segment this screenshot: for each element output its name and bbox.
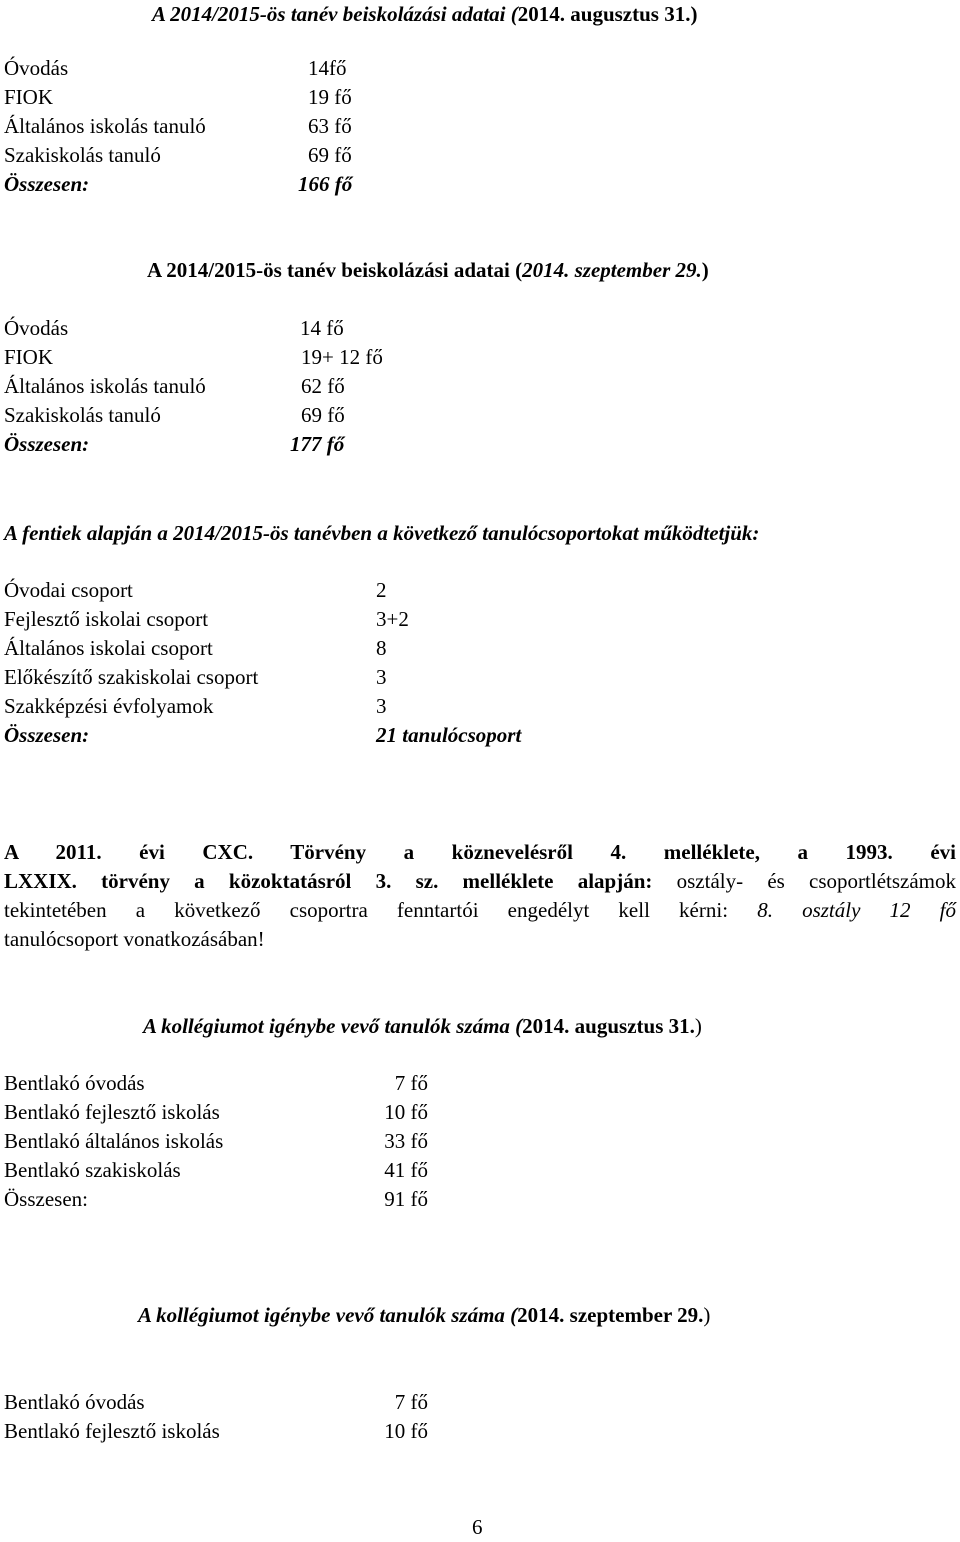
dorm1-label-2: Bentlakó általános iskolás bbox=[4, 1129, 224, 1153]
law-line-4: tanulócsoport vonatkozásában! bbox=[4, 927, 265, 951]
dorm1-label-0: Bentlakó óvodás bbox=[4, 1071, 145, 1095]
section2-value-3: 69 fő bbox=[301, 403, 345, 427]
section2-value-2: 62 fő bbox=[301, 374, 345, 398]
groups-label-2: Általános iskolai csoport bbox=[4, 636, 213, 660]
dorm2-label-0: Bentlakó óvodás bbox=[4, 1390, 145, 1414]
dorm2-label-1: Bentlakó fejlesztő iskolás bbox=[4, 1419, 220, 1443]
dorm1-value-1: 10 fő bbox=[384, 1100, 428, 1124]
dorm1-value-2: 33 fő bbox=[384, 1129, 428, 1153]
section1-value-1: 19 fő bbox=[308, 85, 352, 109]
groups-value-4: 3 bbox=[376, 694, 387, 718]
groups-label-0: Óvodai csoport bbox=[4, 578, 133, 602]
section2-title: A 2014/2015-ös tanév beiskolázási adatai (2014. szeptember 29.) bbox=[147, 258, 709, 282]
section1-total-label: Összesen: bbox=[4, 172, 90, 196]
groups-label-4: Szakképzési évfolyamok bbox=[4, 694, 214, 718]
groups-total-label: Összesen: bbox=[4, 723, 90, 747]
law-line-1: A 2011. évi CXC. Törvény a köznevelésről 4. melléklete, a 1993. évi bbox=[4, 840, 956, 864]
groups-value-2: 8 bbox=[376, 636, 387, 660]
dorm1-title: A kollégiumot igénybe vevő tanulók száma (2014. augusztus 31.) bbox=[143, 1014, 702, 1038]
page-number: 6 bbox=[472, 1515, 483, 1539]
section2-value-1: 19+ 12 fő bbox=[301, 345, 383, 369]
section2-label-3: Szakiskolás tanuló bbox=[4, 403, 161, 427]
groups-heading: A fentiek alapján a 2014/2015-ös tanévben a következő tanulócsoportokat működtetjük: bbox=[4, 521, 760, 545]
groups-value-0: 2 bbox=[376, 578, 387, 602]
dorm1-label-3: Bentlakó szakiskolás bbox=[4, 1158, 181, 1182]
dorm1-value-3: 41 fő bbox=[384, 1158, 428, 1182]
section1-label-2: Általános iskolás tanuló bbox=[4, 114, 206, 138]
dorm1-total-value: 91 fő bbox=[384, 1187, 428, 1211]
dorm2-title: A kollégiumot igénybe vevő tanulók száma (2014. szeptember 29.) bbox=[138, 1303, 711, 1327]
section2-label-1: FIOK bbox=[4, 345, 54, 369]
groups-value-1: 3+2 bbox=[376, 607, 409, 631]
dorm1-total-label: Összesen: bbox=[4, 1187, 88, 1211]
section1-title: A 2014/2015-ös tanév beiskolázási adatai (2014. augusztus 31.) bbox=[152, 2, 698, 26]
section1-label-1: FIOK bbox=[4, 85, 54, 109]
groups-label-1: Fejlesztő iskolai csoport bbox=[4, 607, 209, 631]
section1-label-0: Óvodás bbox=[4, 56, 69, 80]
law-line-3: tekintetében a következő csoportra fenntartói engedélyt kell kérni: 8. osztály 12 fő bbox=[4, 898, 957, 922]
section2-label-2: Általános iskolás tanuló bbox=[4, 374, 206, 398]
groups-value-3: 3 bbox=[376, 665, 387, 689]
groups-label-3: Előkészítő szakiskolai csoport bbox=[4, 665, 259, 689]
section1-value-0: 14fő bbox=[308, 56, 347, 80]
section2-label-0: Óvodás bbox=[4, 316, 69, 340]
dorm2-value-0: 7 fő bbox=[394, 1390, 428, 1414]
groups-total-value: 21 tanulócsoport bbox=[376, 723, 522, 747]
section2-total-value: 177 fő bbox=[290, 432, 345, 456]
section2-value-0: 14 fő bbox=[300, 316, 344, 340]
law-line-2: LXXIX. törvény a közoktatásról 3. sz. melléklete alapján: osztály- és csoportlétszámok bbox=[4, 869, 956, 893]
dorm1-value-0: 7 fő bbox=[394, 1071, 428, 1095]
section2-total-label: Összesen: bbox=[4, 432, 90, 456]
section1-value-2: 63 fő bbox=[308, 114, 352, 138]
section1-label-3: Szakiskolás tanuló bbox=[4, 143, 161, 167]
dorm1-label-1: Bentlakó fejlesztő iskolás bbox=[4, 1100, 220, 1124]
dorm2-value-1: 10 fő bbox=[384, 1419, 428, 1443]
section1-value-3: 69 fő bbox=[308, 143, 352, 167]
section1-total-value: 166 fő bbox=[298, 172, 353, 196]
